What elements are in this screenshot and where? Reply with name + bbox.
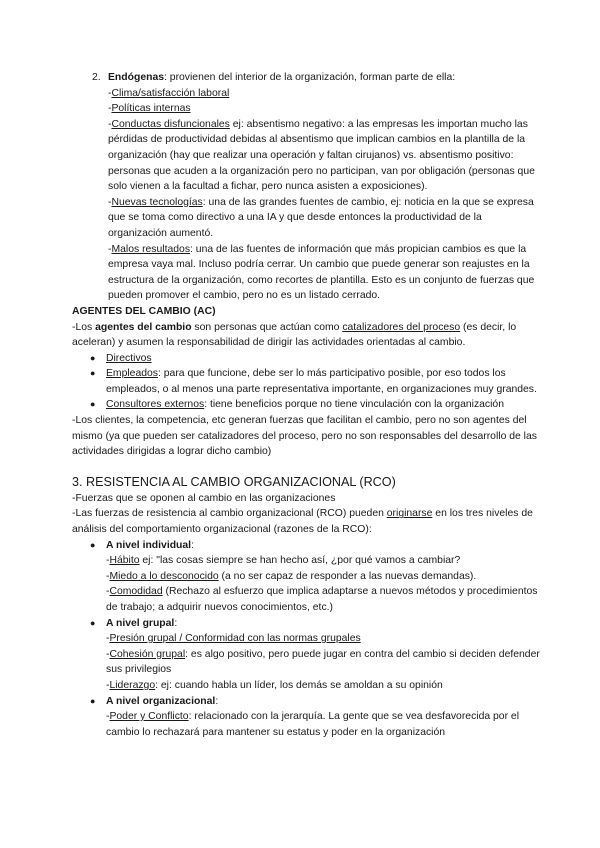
rco-line1: -Fuerzas que se oponen al cambio en las organizaciones (72, 492, 336, 504)
agentes-bold: agentes del cambio (95, 321, 192, 333)
document-page (72, 70, 542, 740)
grupal-title: A nivel grupal (106, 617, 175, 629)
agentes-heading: AGENTES DEL CAMBIO (AC) (72, 305, 216, 317)
rco-levels-list (72, 538, 542, 741)
conductas-paragraph (108, 117, 542, 195)
level-individual (90, 538, 542, 616)
conductas-label: Conductas disfuncionales (111, 118, 230, 130)
politicas-label: Políticas internas (111, 103, 191, 115)
liderazgo-line (106, 678, 542, 694)
agentes-post: (es decir, lo aceleran) y asumen la responsabilidad de dirigir las actividades orientadas al cambio. (72, 321, 517, 349)
agentes-mid: son personas que actúan como (191, 321, 343, 333)
cohesion-line (106, 647, 542, 678)
empleados-text: : para que funcione, debe ser lo más participativo posible, por eso todos los empleados, o al menos una parte representativa importante, en organizaciones muy grandes. (106, 368, 537, 395)
malos-text: : una de las fuentes de información que más propician cambios es que la empresa vaya mal. Incluso podría cerrar. Un cambio que puede generar son reajustes en la estructura de la organización, como recortes de plantilla. Esto es un conjunto de fuerzas que pueden promover el cambio, pero no es un listado cerrado. (108, 243, 535, 302)
nuevas-paragraph (108, 195, 542, 242)
agentes-underline: catalizadores del proceso (342, 321, 461, 333)
politicas-line (108, 101, 542, 117)
comodidad-text: (Rechazo al esfuerzo que implica adaptarse a nuevos métodos y procedimientos de trabajo; a adquirir nuevos conocimientos, etc.) (106, 586, 538, 613)
nuevas-text: : una de las grandes fuentes de cambio, ej: noticia en la que se expresa que se toma como directivo a una IA y que desde entonces la productividad de la organización aumentó. (108, 196, 534, 239)
habito-line (106, 553, 542, 569)
poder-label: Poder y Conflicto (109, 711, 189, 723)
miedo-label: Miedo a lo desconocido (109, 570, 219, 582)
empleados-label: Empleados (106, 368, 158, 380)
dash: - (108, 103, 112, 115)
miedo-line (106, 569, 542, 585)
level-grupal (90, 616, 542, 694)
dash: - (108, 87, 112, 99)
comodidad-line (106, 584, 542, 615)
bullet-empleados (90, 366, 542, 397)
dash: - (106, 633, 110, 645)
clima-label: Clima/satisfacción laboral (111, 87, 230, 99)
bullet-icon: ● (90, 368, 96, 379)
bullet-consultores (90, 397, 542, 413)
agentes-pre: -Los (72, 321, 96, 333)
dash: - (106, 570, 110, 582)
individual-title: A nivel individual (106, 539, 192, 551)
miedo-text: (a no ser capaz de responder a las nuevas demandas). (218, 570, 477, 582)
colon: : (215, 695, 219, 707)
poder-text: : relacionado con la jerarquía. La gente que se vea desfavorecida por el cambio lo rechazará para mantener su estatus y poder en la organización (106, 711, 520, 738)
dash: - (108, 118, 112, 130)
dash: - (108, 243, 112, 255)
consultores-text: : tiene beneficios porque no tiene vinculación con la organización (204, 399, 504, 411)
bullet-icon: ● (90, 617, 96, 628)
rco-line2 (72, 506, 542, 537)
bullet-icon: ● (90, 695, 96, 706)
nuevas-label: Nuevas tecnologías (111, 196, 203, 208)
rco-line2-post: en los tres niveles de análisis del comportamiento organizacional (razones de la RCO): (72, 508, 533, 536)
rco-line2-underline: originarse (386, 508, 433, 520)
habito-text: ej: "las cosas siempre se han hecho así, ¿por qué vamos a cambiar? (139, 555, 461, 567)
bullet-icon: ● (90, 539, 96, 550)
bullet-icon: ● (90, 399, 96, 410)
habito-label: Hábito (109, 555, 140, 567)
endogenas-title: Endógenas (108, 72, 165, 83)
level-organizacional (90, 694, 542, 741)
presion-line (106, 631, 542, 647)
clima-line (108, 86, 542, 102)
dash: - (106, 586, 110, 598)
colon: : (174, 617, 178, 629)
poder-line (106, 709, 542, 740)
agentes-paragraph (72, 320, 542, 351)
dash: - (106, 711, 110, 723)
liderazgo-label: Liderazgo (109, 679, 156, 691)
endogenas-intro (108, 70, 542, 86)
consultores-label: Consultores externos (106, 399, 205, 411)
rco-heading: 3. RESISTENCIA AL CAMBIO ORGANIZACIONAL (RCO) (72, 474, 396, 489)
conductas-text: ej: absentismo negativo: a las empresas les importan mucho las pérdidas de productividad debidas al absentismo que implican cambios en la plantilla de la organización (hay que realizar una operación y faltan cirujanos) vs. absentismo positivo: personas que acuden a la organización pero no participan, van por obligación (personas que solo vienen a la facultad a fichar, pero nunca asisten a exposiciones). (108, 118, 535, 193)
dash: - (108, 196, 112, 208)
organizacional-title: A nivel organizacional (106, 695, 216, 707)
malos-paragraph (108, 242, 542, 304)
colon: : (191, 539, 194, 551)
list-item-endogenas (92, 70, 542, 304)
rco-line2-pre: -Las fuerzas de resistencia al cambio organizacional (RCO) pueden (72, 508, 387, 520)
agentes-closing: -Los clientes, la competencia, etc generan fuerzas que facilitan el cambio, pero no son agentes del mismo (ya que pueden ser catalizadores del proceso, pero no son responsables del desarrollo de las actividades dirigidas a lograr dicho cambio) (72, 415, 537, 458)
directivos-label: Directivos (106, 352, 152, 364)
list-number: 2. (92, 72, 101, 83)
comodidad-label: Comodidad (109, 586, 163, 598)
dash: - (106, 555, 110, 567)
cohesion-label: Cohesión grupal (109, 648, 186, 660)
bullet-directivos (90, 351, 542, 367)
dash: - (106, 648, 110, 660)
liderazgo-text: : ej: cuando habla un líder, los demás se amoldan a su opinión (155, 679, 443, 691)
malos-label: Malos resultados (111, 243, 191, 255)
agentes-bullet-list (72, 351, 542, 413)
cohesion-text: : es algo positivo, pero puede jugar en contra del cambio si deciden defender sus privilegios (106, 648, 540, 676)
endogenas-intro-text: : provienen del interior de la organización, forman parte de ella: (164, 72, 456, 83)
presion-label: Presión grupal / Conformidad con las normas grupales (109, 633, 361, 645)
bullet-icon: ● (90, 352, 96, 363)
dash: - (106, 679, 110, 691)
